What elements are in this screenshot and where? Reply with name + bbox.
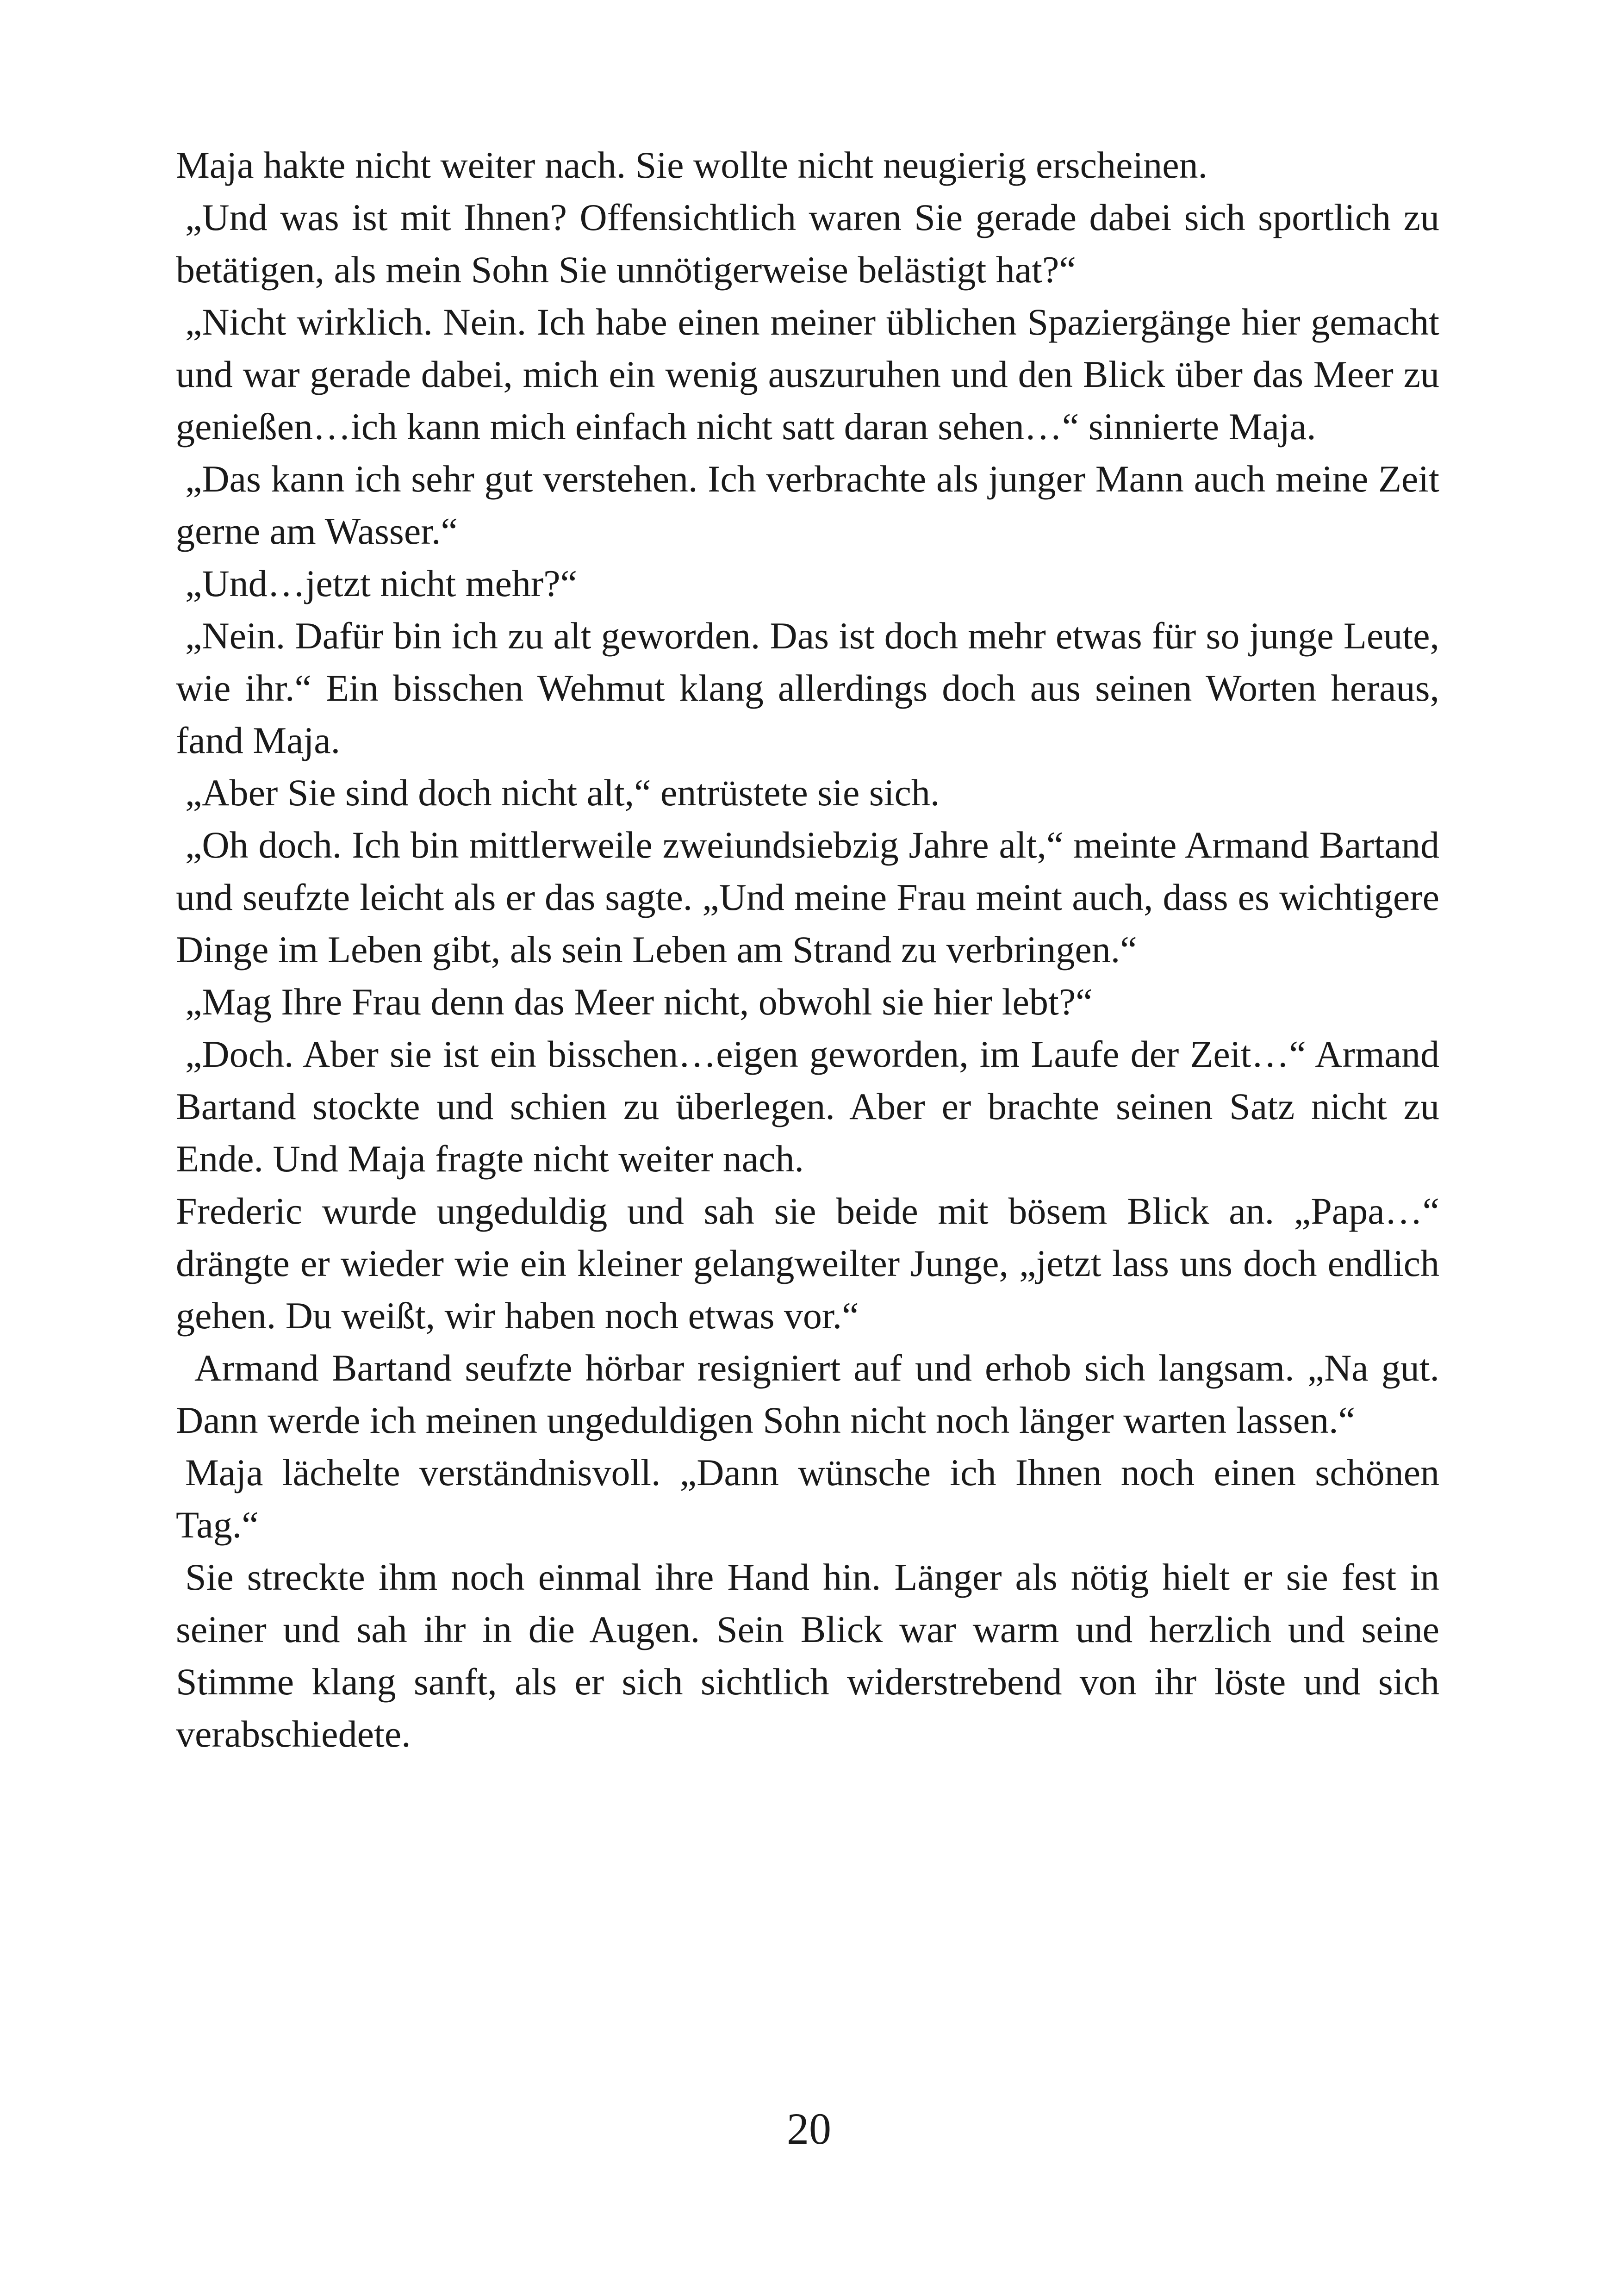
paragraph: „Und was ist mit Ihnen? Offensichtlich waren Sie gerade dabei sich sportlich zu betätigen, als mein Sohn Sie unnötigerweise belästigt hat?“	[176, 196, 1439, 291]
paragraph: „Doch. Aber sie ist ein bisschen…eigen geworden, im Laufe der Zeit…“ Armand Bartand stockte und schien zu überlegen. Aber er brachte seinen Satz nicht zu Ende. Und Maja fragte nicht weiter nach.	[176, 1033, 1439, 1180]
paragraph: „Nicht wirklich. Nein. Ich habe einen meiner üblichen Spaziergänge hier gemacht und war gerade dabei, mich ein wenig auszuruhen und den Blick über das Meer zu genießen…ich kann mich einfach nicht satt daran sehen…“ sinnierte Maja.	[176, 301, 1439, 448]
paragraph: Frederic wurde ungeduldig und sah sie beide mit bösem Blick an. „Papa…“ drängte er wieder wie ein kleiner gelangweilter Junge, „jetzt lass uns doch endlich gehen. Du weißt, wir haben noch etwas vor.“	[176, 1190, 1439, 1337]
paragraph: „Aber Sie sind doch nicht alt,“ entrüstete sie sich.	[185, 772, 940, 814]
page-number: 20	[787, 2104, 831, 2153]
paragraph: Maja hakte nicht weiter nach. Sie wollte nicht neugierig erscheinen.	[176, 144, 1208, 186]
paragraph: „Das kann ich sehr gut verstehen. Ich verbrachte als junger Mann auch meine Zeit gerne am Wasser.“	[176, 458, 1439, 552]
paragraph: „Oh doch. Ich bin mittlerweile zweiundsiebzig Jahre alt,“ meinte Armand Bartand und seufzte leicht als er das sagte. „Und meine Frau meint auch, dass es wichtigere Dinge im Leben gibt, als sein Leben am Strand zu verbringen.“	[176, 824, 1439, 971]
body-text	[176, 139, 1439, 1760]
paragraph: „Und…jetzt nicht mehr?“	[185, 562, 577, 604]
paragraph: Armand Bartand seufzte hörbar resigniert auf und erhob sich langsam. „Na gut. Dann werde ich meinen ungeduldigen Sohn nicht noch länger warten lassen.“	[176, 1347, 1439, 1441]
paragraph: „Mag Ihre Frau denn das Meer nicht, obwohl sie hier lebt?“	[185, 981, 1093, 1023]
paragraph: Maja lächelte verständnisvoll. „Dann wünsche ich Ihnen noch einen schönen Tag.“	[176, 1451, 1439, 1546]
paragraph: Sie streckte ihm noch einmal ihre Hand hin. Länger als nötig hielt er sie fest in seiner und sah ihr in die Augen. Sein Blick war warm und herzlich und seine Stimme klang sanft, als er sich sichtlich widerstrebend von ihr löste und sich verabschiedete.	[176, 1556, 1439, 1755]
paragraph: „Nein. Dafür bin ich zu alt geworden. Das ist doch mehr etwas für so junge Leute, wie ihr.“ Ein bisschen Wehmut klang allerdings doch aus seinen Worten heraus, fand Maja.	[176, 615, 1439, 761]
